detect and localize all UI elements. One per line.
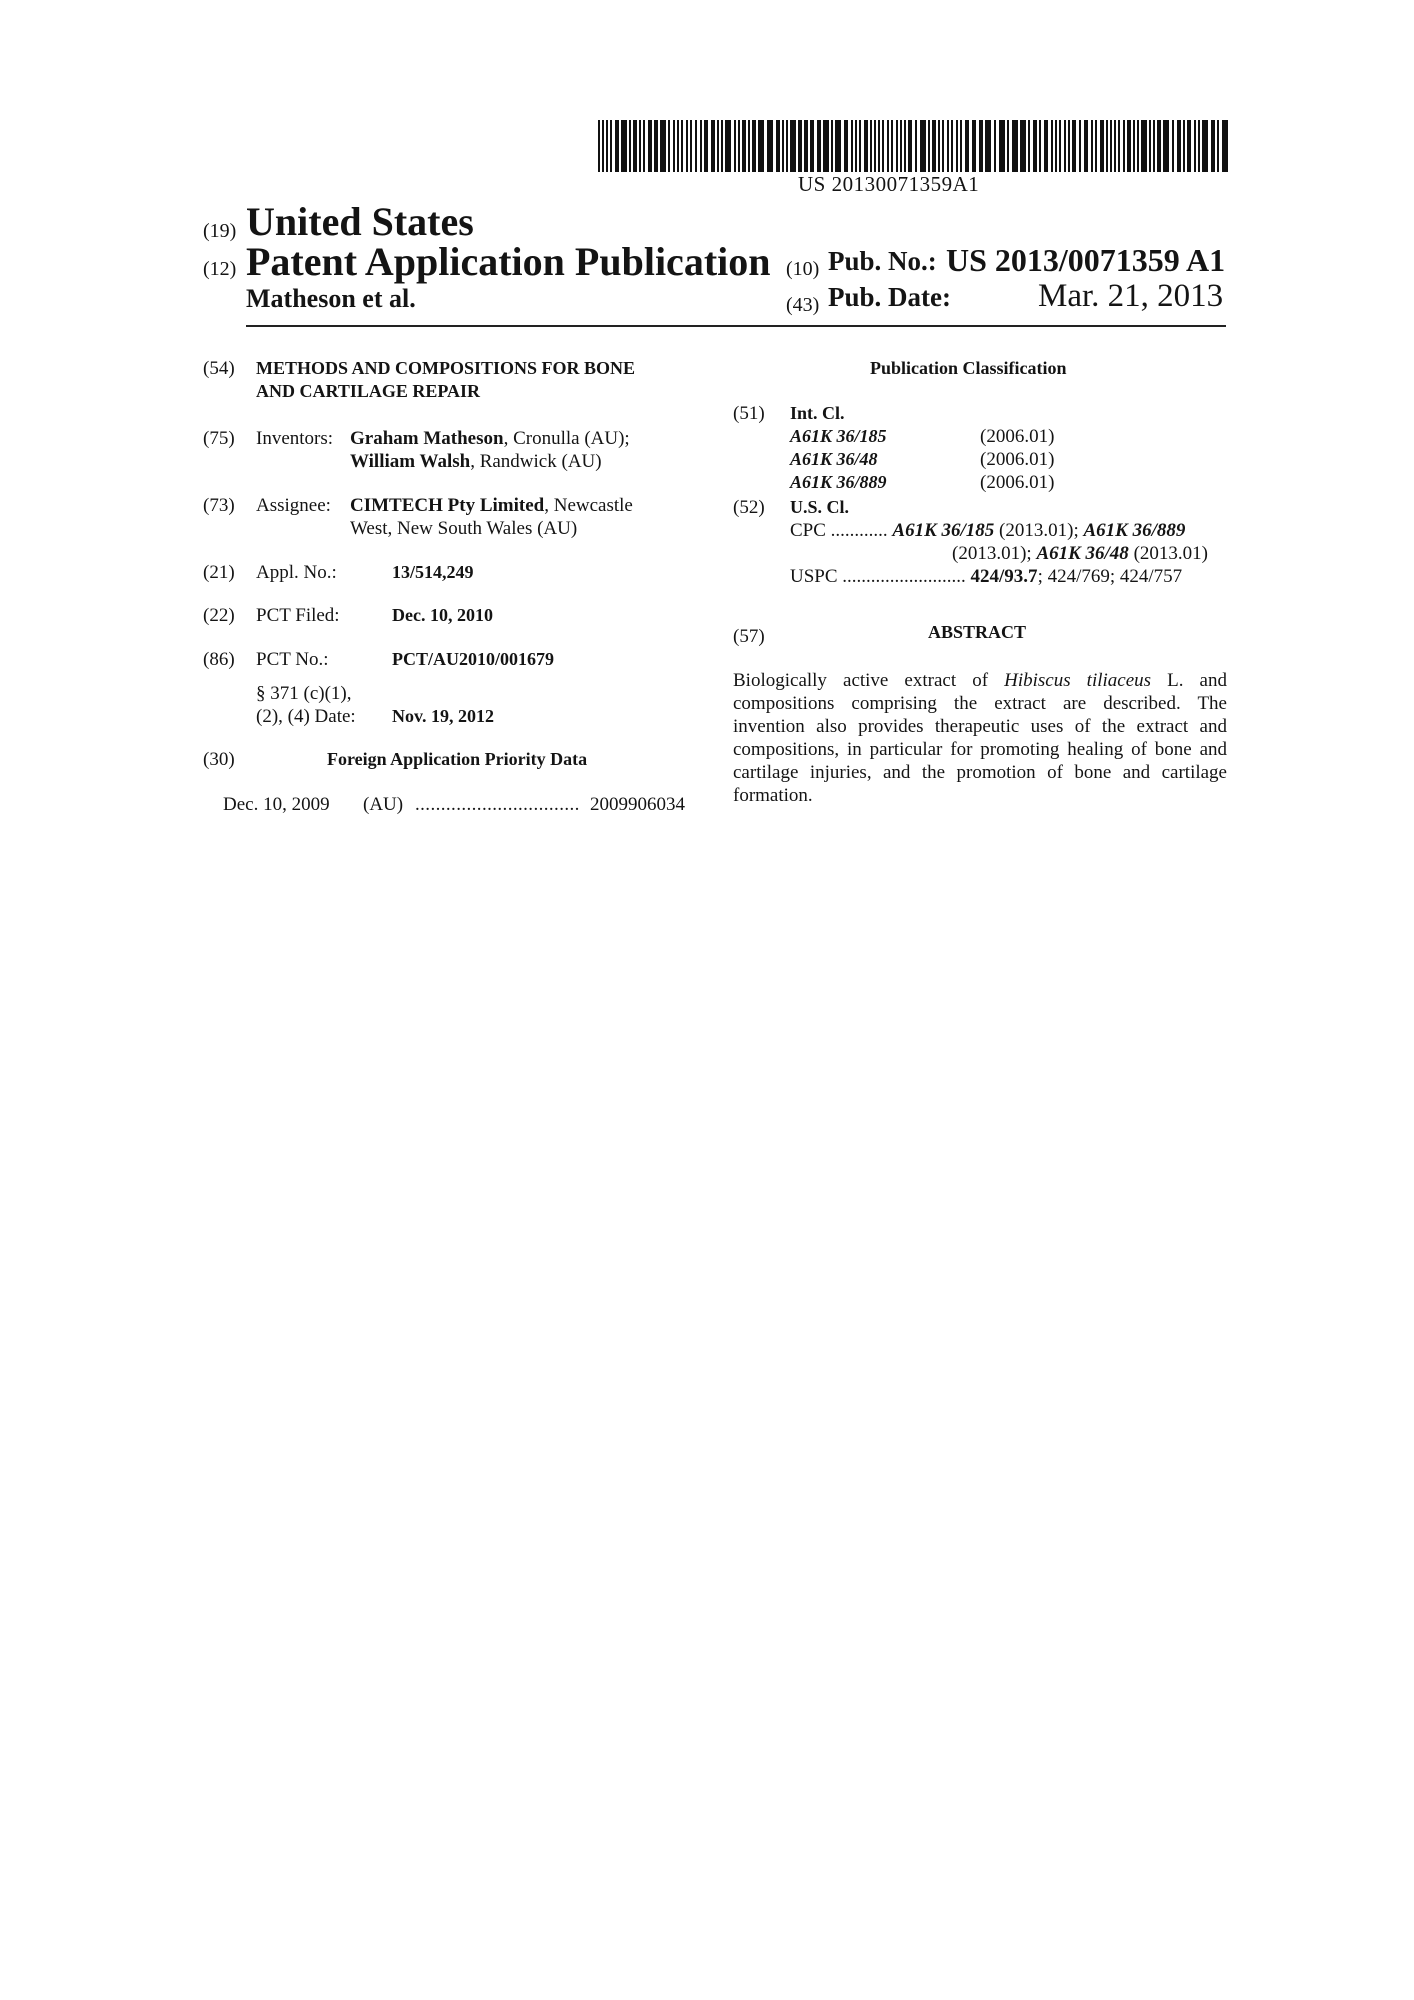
int-cl-class-2: A61K 36/48 <box>790 449 878 469</box>
publication-type-heading: Patent Application Publication <box>246 239 771 284</box>
uspc-label: USPC <box>790 566 838 587</box>
country-heading: United States <box>246 199 474 244</box>
inventor-2-location: , Randwick (AU) <box>470 451 602 472</box>
inid-code-86: (86) <box>203 649 235 670</box>
cpc-class-3: A61K 36/48 <box>1036 543 1129 564</box>
foreign-priority-date: Dec. 10, 2009 <box>223 794 330 815</box>
assignee-location-2: West, New South Wales (AU) <box>350 518 578 539</box>
inid-code-73: (73) <box>203 495 235 516</box>
abstract-text <box>733 669 1227 807</box>
cpc-line-1 <box>790 519 1185 542</box>
abstract-text-after: L. and compositions comprising the extract are described. The invention also provides therapeutic uses of the extract and compositions, in particular for promoting healing of bone and cartilage injuries, and the promotion of bone and cartilage formation. <box>733 670 1227 806</box>
inid-code-52: (52) <box>733 497 765 518</box>
title-line-2: AND CARTILAGE REPAIR <box>256 381 481 401</box>
cpc-class-2: A61K 36/889 <box>1083 520 1186 541</box>
abstract-heading: ABSTRACT <box>928 622 1027 642</box>
inid-code-10: (10) <box>786 258 820 280</box>
inventor-2-name: William Walsh <box>350 451 471 472</box>
s371-label-1: § 371 (c)(1), <box>256 683 352 704</box>
cpc-leader: ............ <box>830 520 888 541</box>
inventor-1-location: , Cronulla (AU); <box>503 428 630 449</box>
pub-date-label: Pub. Date: <box>828 282 951 312</box>
foreign-priority-leader: ................................ <box>415 794 580 815</box>
cpc-version-3: (2013.01) <box>1128 543 1208 564</box>
appl-no-value: 13/514,249 <box>392 562 474 582</box>
inid-code-21: (21) <box>203 562 235 583</box>
inid-code-43: (43) <box>786 294 820 316</box>
uspc-other-classes: ; 424/769; 424/757 <box>1037 566 1183 587</box>
inventor-1-name: Graham Matheson <box>350 428 504 449</box>
assignee-label: Assignee: <box>256 495 331 516</box>
inid-code-30: (30) <box>203 749 235 770</box>
inventors-label: Inventors: <box>256 428 334 449</box>
inid-code-12: (12) <box>203 258 237 280</box>
us-cl-label: U.S. Cl. <box>790 497 850 517</box>
assignee-name: CIMTECH Pty Limited <box>350 495 545 516</box>
pub-no-label: Pub. No.: <box>828 246 937 276</box>
int-cl-class-1: A61K 36/185 <box>790 426 887 446</box>
pub-no-value: US 2013/0071359 A1 <box>946 242 1226 278</box>
uspc-line <box>790 565 1182 588</box>
foreign-priority-country: (AU) <box>363 794 404 815</box>
inid-code-19: (19) <box>203 220 237 242</box>
barcode-number: US 20130071359A1 <box>798 172 980 196</box>
inid-code-22: (22) <box>203 605 235 626</box>
assignee <box>350 494 633 517</box>
cpc-version-2: (2013.01); <box>952 543 1037 564</box>
cpc-version-1: (2013.01); <box>994 520 1084 541</box>
int-cl-version-1: (2006.01) <box>980 426 1055 447</box>
inid-code-57: (57) <box>733 626 765 647</box>
assignee-location-1: , Newcastle <box>544 495 633 516</box>
abstract-species: Hibiscus tiliaceus <box>1004 670 1152 691</box>
inventor-1 <box>350 427 630 450</box>
foreign-priority-number: 2009906034 <box>590 794 685 815</box>
pct-no-label: PCT No.: <box>256 649 329 670</box>
int-cl-version-3: (2006.01) <box>980 472 1055 493</box>
title-line-1: METHODS AND COMPOSITIONS FOR BONE <box>256 358 636 378</box>
inid-code-75: (75) <box>203 428 235 449</box>
cpc-label: CPC <box>790 520 826 541</box>
foreign-priority-heading: Foreign Application Priority Data <box>327 749 588 769</box>
publication-classification-heading: Publication Classification <box>870 358 1067 378</box>
inid-code-51: (51) <box>733 403 765 424</box>
s371-label-2: (2), (4) Date: <box>256 706 356 727</box>
appl-no-label: Appl. No.: <box>256 562 337 583</box>
barcode-image <box>596 120 1232 172</box>
pct-no-value: PCT/AU2010/001679 <box>392 649 554 669</box>
int-cl-version-2: (2006.01) <box>980 449 1055 470</box>
header-divider <box>246 325 1226 327</box>
cpc-line-2 <box>952 542 1208 565</box>
abstract-text-before: Biologically active extract of <box>733 670 1005 691</box>
pct-filed-value: Dec. 10, 2010 <box>392 605 493 625</box>
uspc-main-class: 424/93.7 <box>970 566 1038 587</box>
s371-value: Nov. 19, 2012 <box>392 706 495 726</box>
applicant-name: Matheson et al. <box>246 284 416 313</box>
inid-code-54: (54) <box>203 358 235 379</box>
int-cl-class-3: A61K 36/889 <box>790 472 887 492</box>
int-cl-label: Int. Cl. <box>790 403 845 423</box>
pub-date-value: Mar. 21, 2013 <box>1038 278 1224 314</box>
inventor-2 <box>350 450 602 473</box>
uspc-leader: .......................... <box>842 566 966 587</box>
cpc-class-1: A61K 36/185 <box>892 520 995 541</box>
pct-filed-label: PCT Filed: <box>256 605 340 626</box>
